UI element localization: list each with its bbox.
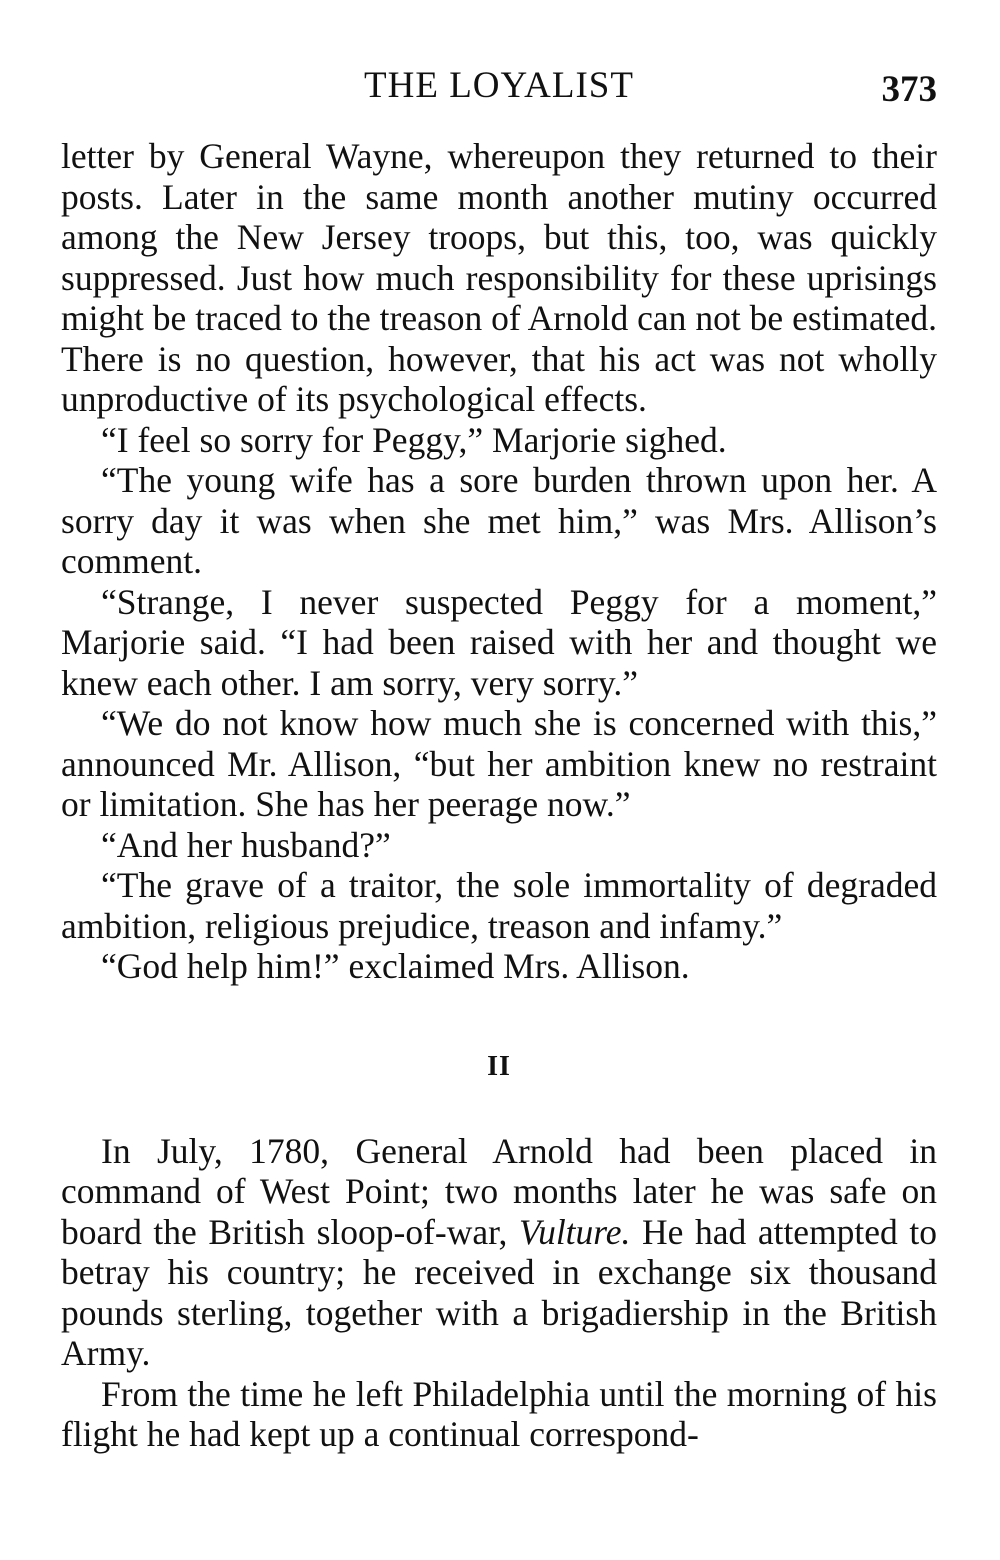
paragraph: “And her husband?” [101, 824, 391, 865]
book-page [61, 60, 937, 1455]
body-text [61, 136, 937, 1455]
paragraph: “Strange, I never suspected Peggy for a moment,” Marjorie said. “I had been raised with her and thought we knew each other. I am sorry, very sorry.” [61, 581, 937, 703]
paragraph [61, 1131, 937, 1374]
page-header [61, 60, 937, 112]
running-title: THE LOYALIST [364, 65, 634, 106]
paragraph: “The young wife has a sore burden thrown upon her. A sorry day it was when she met him,” was Mrs. Allison’s comment. [61, 460, 937, 581]
paragraph: letter by General Wayne, whereupon they returned to their posts. Later in the same month another mutiny occurred among the New Jersey troops, but this, too, was quickly suppressed. Just how much responsibility for these uprisings might be traced to the treason of Arnold can not be estimated. There is no question, however, that his act was not wholly unproductive of its psychological effects. [61, 136, 937, 419]
ship-name: Vulture. [519, 1211, 631, 1252]
paragraph-text: He had attempted to betray his country; he received in exchange six thousand pounds sterling, together with a brigadiership in the British Army. [61, 1211, 937, 1373]
paragraph: “We do not know how much she is concerned with this,” announced Mr. Allison, “but her ambition knew no restraint or limitation. She has her peerage now.” [61, 703, 937, 824]
paragraph-text: In July, 1780, General Arnold had been placed in command of West Point; two months later he was safe on board the British sloop-of-war, [61, 1130, 937, 1252]
page-number: 373 [881, 69, 937, 110]
paragraph: “I feel so sorry for Peggy,” Marjorie sighed. [101, 419, 727, 460]
paragraph: “The grave of a traitor, the sole immortality of degraded ambition, religious prejudice, treason and infamy.” [61, 865, 937, 946]
section-heading: II [487, 1050, 511, 1082]
paragraph: “God help him!” exclaimed Mrs. Allison. [101, 946, 690, 986]
paragraph: From the time he left Philadelphia until the morning of his flight he had kept up a continual correspond- [61, 1373, 937, 1454]
